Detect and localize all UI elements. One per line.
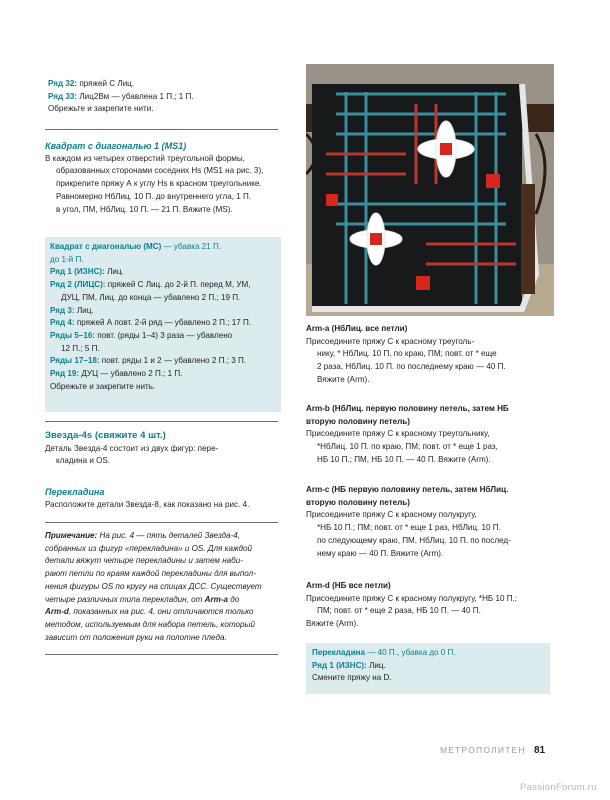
note-line bbox=[45, 555, 290, 568]
page-footer bbox=[440, 744, 570, 758]
star-section bbox=[45, 430, 285, 468]
section-title: Arm-b (НбЛиц. первую половину петель, затем НБ bbox=[306, 404, 509, 413]
text-line: В каждом из четырех отверстий треугольной формы, bbox=[45, 153, 245, 163]
section-title: Arm-a (НбЛиц. все петли) bbox=[306, 324, 408, 333]
row-line: Ряды 5–16: повт. (ряды 1–4) 3 раза — убавлено bbox=[50, 330, 233, 340]
note-text: нения фигуры OS по кругу на спицах ДСС. Существует bbox=[45, 581, 262, 591]
text-line: Равномерно НбЛиц. 10 П. до внутреннего угла, 1 П. bbox=[56, 191, 252, 201]
note-text: На рис. 4 — пять деталей Звезда-4, bbox=[97, 531, 241, 540]
crossbar-box-content bbox=[312, 647, 548, 685]
note-text: до bbox=[228, 594, 240, 604]
text-line: Деталь Звезда-4 состоит из двух фигур: пере- bbox=[45, 443, 219, 453]
section-title: Звезда-4s (свяжите 4 шт.) bbox=[45, 430, 166, 441]
note-text: методом, используемым для набора петель, который bbox=[45, 619, 255, 629]
note-text: четыре различных типа перекладин, от bbox=[45, 594, 205, 604]
section-title-line2: вторую половину петель) bbox=[306, 497, 410, 507]
section-title: Arm-d (НБ все петли) bbox=[306, 581, 391, 590]
text-line: Вяжите (Arm). bbox=[317, 374, 370, 384]
text-line: кладина и OS. bbox=[56, 456, 111, 466]
box-title: Квадрат с диагональю (MC) — убавка 21 П. bbox=[50, 242, 222, 251]
text-line: Расположите детали Звезда-8, как показано на рис. 4. bbox=[45, 499, 250, 509]
text-line: нику, * НбЛиц. 10 П. по краю, ПМ; повт. от * еще bbox=[317, 349, 497, 359]
text-line: прикрепите пряжу А к углу Hs в красном треугольнике. bbox=[56, 179, 262, 189]
row-line: ДУЦ, ПМ, Лиц. до конца — убавлено 2 П.; 19 П. bbox=[61, 292, 241, 302]
text-line: нему краю — 40 П. Вяжите (Arm). bbox=[317, 548, 444, 558]
row-line: Ряд 1 (ИЗНС): Лиц. bbox=[312, 660, 386, 670]
row-line: Ряд 19: ДУЦ — убавлено 2 П.; 1 П. bbox=[50, 369, 183, 379]
note-line bbox=[45, 581, 290, 594]
note-line bbox=[45, 606, 290, 619]
fasten-off: Обрежьте и закрепите нити. bbox=[48, 104, 154, 114]
note-text: Arm-a bbox=[204, 594, 229, 604]
row-33: Ряд 33: Лиц2Вм — убавлена 1 П.; 1 П. bbox=[48, 91, 194, 101]
note-line bbox=[45, 568, 290, 581]
row-line: Обрежьте и закрепите нить. bbox=[50, 381, 156, 391]
note-line bbox=[45, 530, 290, 543]
box-title-line2: до 1-й П. bbox=[50, 254, 84, 264]
section-title-line2: вторую половину петель) bbox=[306, 416, 410, 426]
text-line: ПМ; повт. от * еще 2 раза, НБ 10 П. — 40 П. bbox=[317, 606, 481, 616]
text-line: 2 раза, НбЛиц. 10 П. по последнему краю — 40 П. bbox=[317, 362, 506, 372]
page-number: 81 bbox=[534, 745, 546, 756]
diag-ms1-section bbox=[45, 140, 285, 216]
text-line: в угол, ПМ, НбЛиц. 10 П. — 21 П. Вяжите (MS). bbox=[56, 204, 233, 214]
note-text: детали вяжут четыре перекладины и затем наби- bbox=[45, 556, 243, 566]
text-line: Присоедините пряжу С к красному полукругу, bbox=[306, 510, 477, 520]
divider bbox=[45, 129, 278, 130]
row-line: Ряды 17–18: повт. ряды 1 и 2 — убавлено 2 П.; 3 П. bbox=[50, 356, 247, 366]
crossbar-section bbox=[45, 486, 285, 511]
row-line: Смените пряжу на D. bbox=[312, 673, 392, 683]
row-line: Ряд 1 (ИЗНС): Лиц. bbox=[50, 267, 124, 277]
note-line bbox=[45, 594, 290, 607]
row-32: Ряд 32: пряжей С Лиц. bbox=[48, 79, 135, 88]
text-line: *НбЛиц. 10 П. по краю, ПМ; повт. от * еще 1 раз, bbox=[317, 442, 498, 452]
text-line: НБ 10 П.; ПМ, НБ 10 П. — 40 П. Вяжите (Arm). bbox=[317, 454, 491, 464]
row-line: Ряд 3: Лиц. bbox=[50, 305, 94, 315]
note-text: зависит от положения руки на полотне пледа. bbox=[45, 632, 227, 642]
arm-b-section bbox=[306, 403, 566, 467]
row-line: Ряд 4: пряжей А повт. 2-й ряд — убавлено 2 П.; 17 П. bbox=[50, 318, 252, 328]
row-line: Ряд 2 (ЛИЦС): пряжей С Лиц. до 2-й П. перед М, УМ, bbox=[50, 280, 251, 290]
note-line bbox=[45, 543, 290, 556]
divider bbox=[45, 522, 278, 523]
text-line: *НБ 10 П.; ПМ; повт. от * еще 1 раз, НбЛиц. 10 П. bbox=[317, 523, 501, 533]
photo-illustration bbox=[306, 64, 554, 316]
note-text: рают петли по краям каждой перекладины для выпол- bbox=[45, 569, 256, 579]
arm-c-section bbox=[306, 484, 566, 560]
arm-a-section bbox=[306, 323, 566, 387]
note-line bbox=[45, 632, 290, 645]
divider bbox=[45, 421, 278, 422]
note-text: собранных из фигур «перекладина» и OS. Для каждой bbox=[45, 543, 252, 553]
note-text: , показанных на рис. 4, они отличаются только bbox=[68, 607, 254, 617]
text-line: Присоедините пряжу С к красному треугольнику, bbox=[306, 429, 490, 439]
divider bbox=[45, 654, 278, 655]
note-block bbox=[45, 530, 290, 644]
note-text: Примечание: bbox=[45, 531, 98, 540]
row-line: 12 П.; 5 П. bbox=[61, 343, 100, 353]
box-title: Перекладина — 40 П., убавка до 0 П. bbox=[312, 648, 456, 657]
watermark: PassionForum.ru bbox=[520, 782, 597, 793]
text-line: образованных сторонами соседних Hs (MS1 на рис. 3), bbox=[56, 166, 264, 176]
top-rows bbox=[48, 78, 278, 116]
diag-mc-content bbox=[50, 241, 280, 393]
note-text: Arm-d bbox=[45, 607, 69, 617]
text-line: Присоедините пряжу С к красному треуголь- bbox=[306, 336, 475, 346]
section-title: Arm-c (НБ первую половину петель, затем НбЛиц. bbox=[306, 485, 509, 494]
blanket-photo bbox=[306, 64, 554, 316]
arm-d-section bbox=[306, 580, 576, 631]
note-line bbox=[45, 619, 290, 632]
section-title: Квадрат с диагональю 1 (MS1) bbox=[45, 141, 187, 151]
text-line: Присоедините пряжу С к красному полукругу, *НБ 10 П.; bbox=[306, 593, 518, 603]
text-line: по следующему краю, ПМ, НбЛиц. 10 П. по послед- bbox=[317, 535, 511, 545]
section-title: Перекладина bbox=[45, 487, 105, 497]
text-line: Вяжите (Arm). bbox=[306, 619, 359, 629]
magazine-name: МЕТРОПОЛИТЕН bbox=[440, 745, 526, 755]
